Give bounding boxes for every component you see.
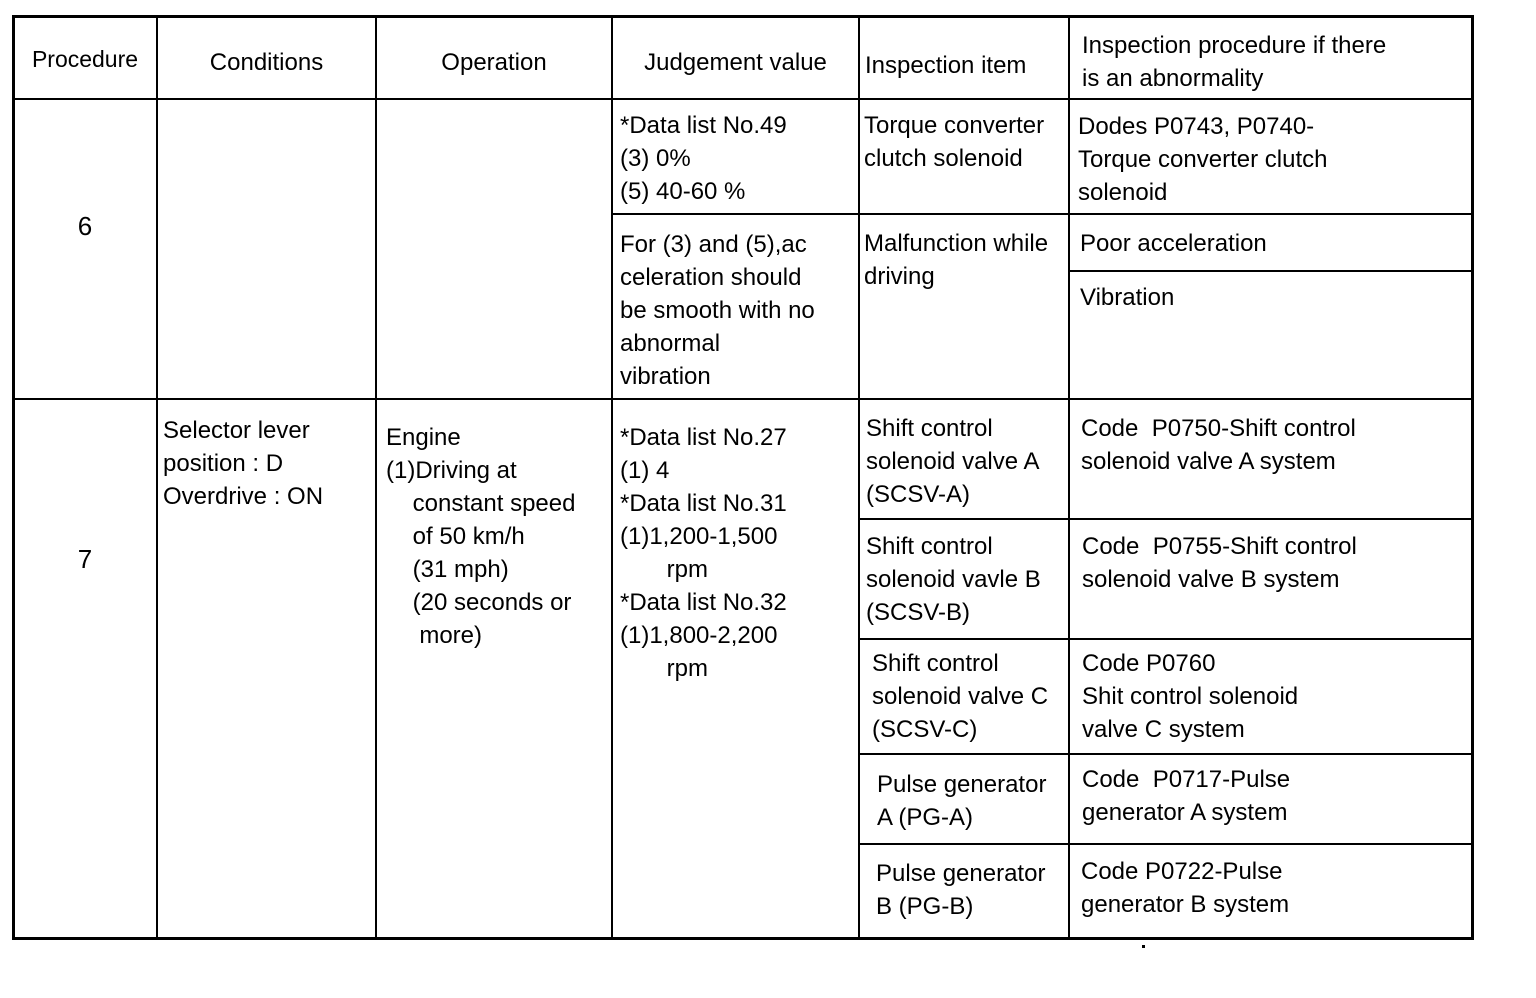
abnormal-pulse-generator-a: Code P0717-Pulse generator A system	[1082, 766, 1291, 826]
rule-row6-poor-acceleration	[1068, 270, 1471, 272]
item-malfunction-driving: Malfunction while driving	[864, 230, 1049, 290]
abnormal-scsv-a: Code P0750-Shift control solenoid valve A system	[1081, 415, 1356, 475]
rule-col-item	[1068, 15, 1070, 940]
abnormal-scsv-b: Code P0755-Shift control solenoid valve B system	[1082, 533, 1357, 593]
header-conditions: Conditions	[209, 49, 324, 76]
item-pulse-generator-a: Pulse generator A (PG-A)	[877, 771, 1047, 831]
rule-col-judgement	[858, 15, 860, 940]
item-scsv-a: Shift control solenoid valve A (SCSV-A)	[866, 415, 1040, 508]
conditions-selector-lever: Selector lever position : D Overdrive : ON	[163, 417, 324, 510]
abnormal-scsv-c: Code P0760 Shit control solenoid valve C system	[1082, 650, 1299, 743]
abnormal-poor-acceleration: Poor acceleration	[1080, 230, 1267, 257]
rule-row7-item1	[858, 518, 1471, 520]
header-inspection-item: Inspection item	[865, 52, 1027, 79]
header-abnormality-procedure: Inspection procedure if there is an abnormality	[1082, 32, 1387, 92]
operation-engine: Engine (1)Driving at constant speed of 50 km/h (31 mph) (20 seconds or more)	[386, 424, 576, 649]
judgement-data-list-49: *Data list No.49 (3) 0% (5) 40-60 %	[620, 112, 787, 205]
procedure-number-6: 6	[77, 211, 93, 241]
header-operation: Operation	[441, 49, 547, 76]
abnormal-pulse-generator-b: Code P0722-Pulse generator B system	[1081, 858, 1290, 918]
abnormal-vibration: Vibration	[1080, 284, 1175, 311]
rule-col-operation	[611, 15, 613, 940]
rule-row6-judgement	[611, 213, 1471, 215]
judgement-acceleration: For (3) and (5),ac celeration should be smooth with no abnormal vibration	[620, 231, 815, 390]
rule-col-conditions	[375, 15, 377, 940]
item-scsv-b: Shift control solenoid vavle B (SCSV-B)	[866, 533, 1041, 626]
scan-speck	[1142, 945, 1145, 948]
rule-header-bottom	[12, 98, 1471, 100]
item-scsv-c: Shift control solenoid valve C (SCSV-C)	[872, 650, 1049, 743]
header-judgement: Judgement value	[644, 49, 827, 76]
judgement-data-lists: *Data list No.27 (1) 4 *Data list No.31 (1)1,200-1,500 rpm *Data list No.32 (1)1,800-2,200 rpm	[620, 424, 787, 682]
item-torque-converter: Torque converter clutch solenoid	[864, 112, 1045, 172]
header-procedure: Procedure	[31, 46, 139, 72]
rule-col-procedure	[156, 15, 158, 940]
rule-row7-item2	[858, 638, 1471, 640]
procedure-number-7: 7	[77, 544, 93, 574]
rule-row6-bottom	[12, 398, 1471, 400]
abnormal-torque-converter: Dodes P0743, P0740- Torque converter clutch solenoid	[1078, 113, 1328, 206]
rule-row7-item3	[858, 753, 1471, 755]
item-pulse-generator-b: Pulse generator B (PG-B)	[876, 860, 1046, 920]
rule-row7-item4	[858, 843, 1471, 845]
